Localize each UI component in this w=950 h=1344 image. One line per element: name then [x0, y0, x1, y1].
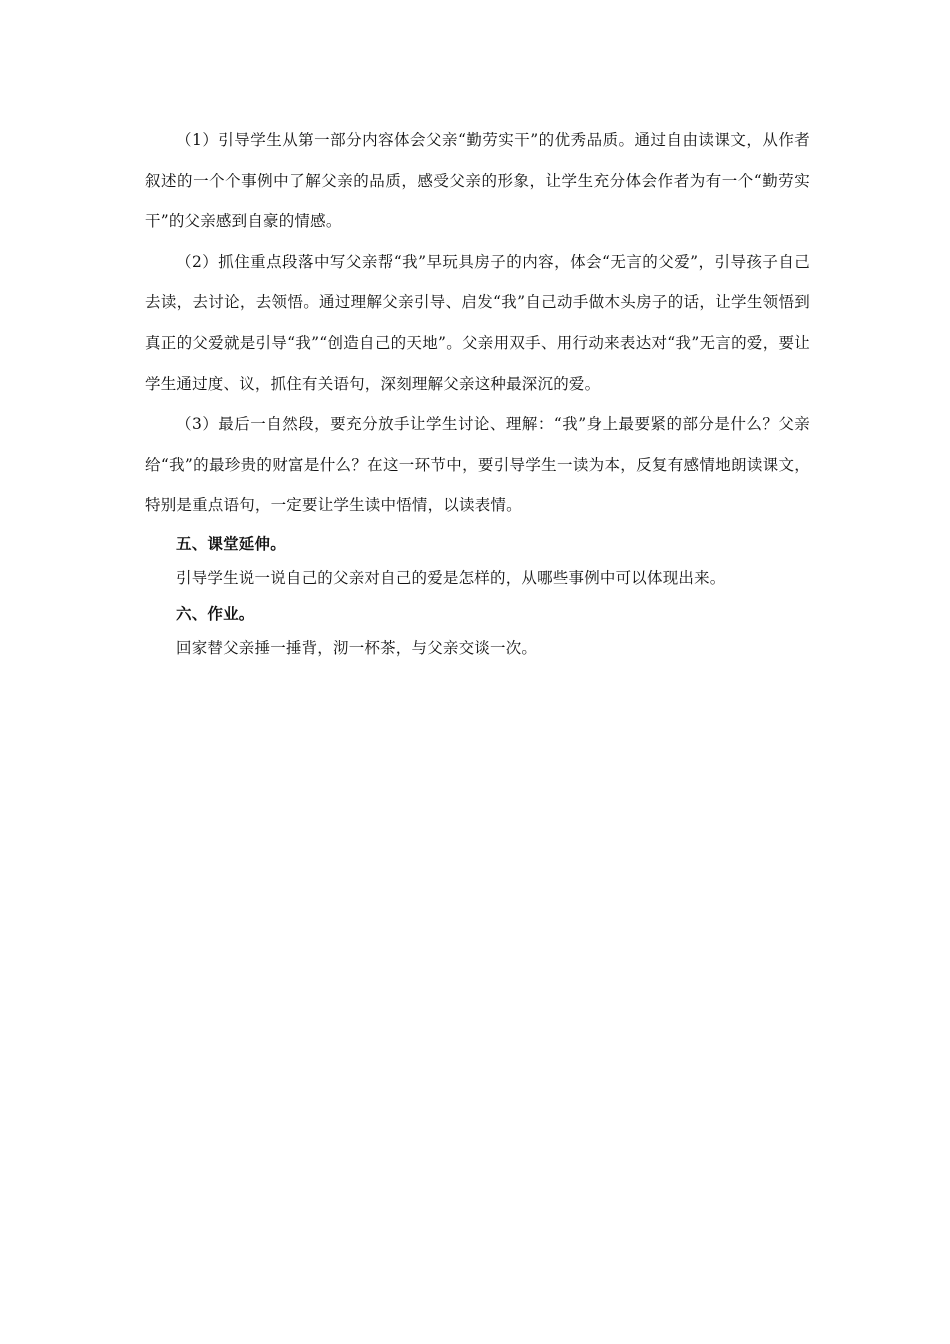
- section-text-homework: 回家替父亲捶一捶背，沏一杯茶，与父亲交谈一次。: [176, 638, 538, 657]
- paragraph-guide-2: （2）抓住重点段落中写父亲帮“我”早玩具房子的内容，体会“无言的父爱”，引导孩子自己去读，去讨论，去领悟。通过理解父亲引导、启发“我”自己动手做木头房子的话，让学生领悟到真正的父爱就是引导“我”“创造自己的天地”。父亲用双手、用行动来表达对“我”无言的爱，要让学生通过度、议，抓住有关语句，深刻理解父亲这种最深沉的爱。: [145, 252, 810, 393]
- paragraph-guide-1: （1）引导学生从第一部分内容体会父亲“勤劳实干”的优秀品质。通过自由读课文，从作者叙述的一个个事例中了解父亲的品质，感受父亲的形象，让学生充分体会作者为有一个“勤劳实干”的父亲感到自豪的情感。: [145, 131, 810, 231]
- section-heading-extension: 五、课堂延伸。: [176, 533, 286, 553]
- section-text-extension: 引导学生说一说自己的父亲对自己的爱是怎样的，从哪些事例中可以体现出来。: [176, 568, 726, 587]
- paragraph-guide-3: （3）最后一自然段，要充分放手让学生讨论、理解：“我”身上最要紧的部分是什么？父亲给“我”的最珍贵的财富是什么？在这一环节中，要引导学生一读为本，反复有感情地朗读课文，特别是重点语句，一定要让学生读中悟情，以读表情。: [145, 415, 810, 515]
- document-body: [145, 120, 810, 666]
- section-heading-homework: 六、作业。: [176, 603, 255, 623]
